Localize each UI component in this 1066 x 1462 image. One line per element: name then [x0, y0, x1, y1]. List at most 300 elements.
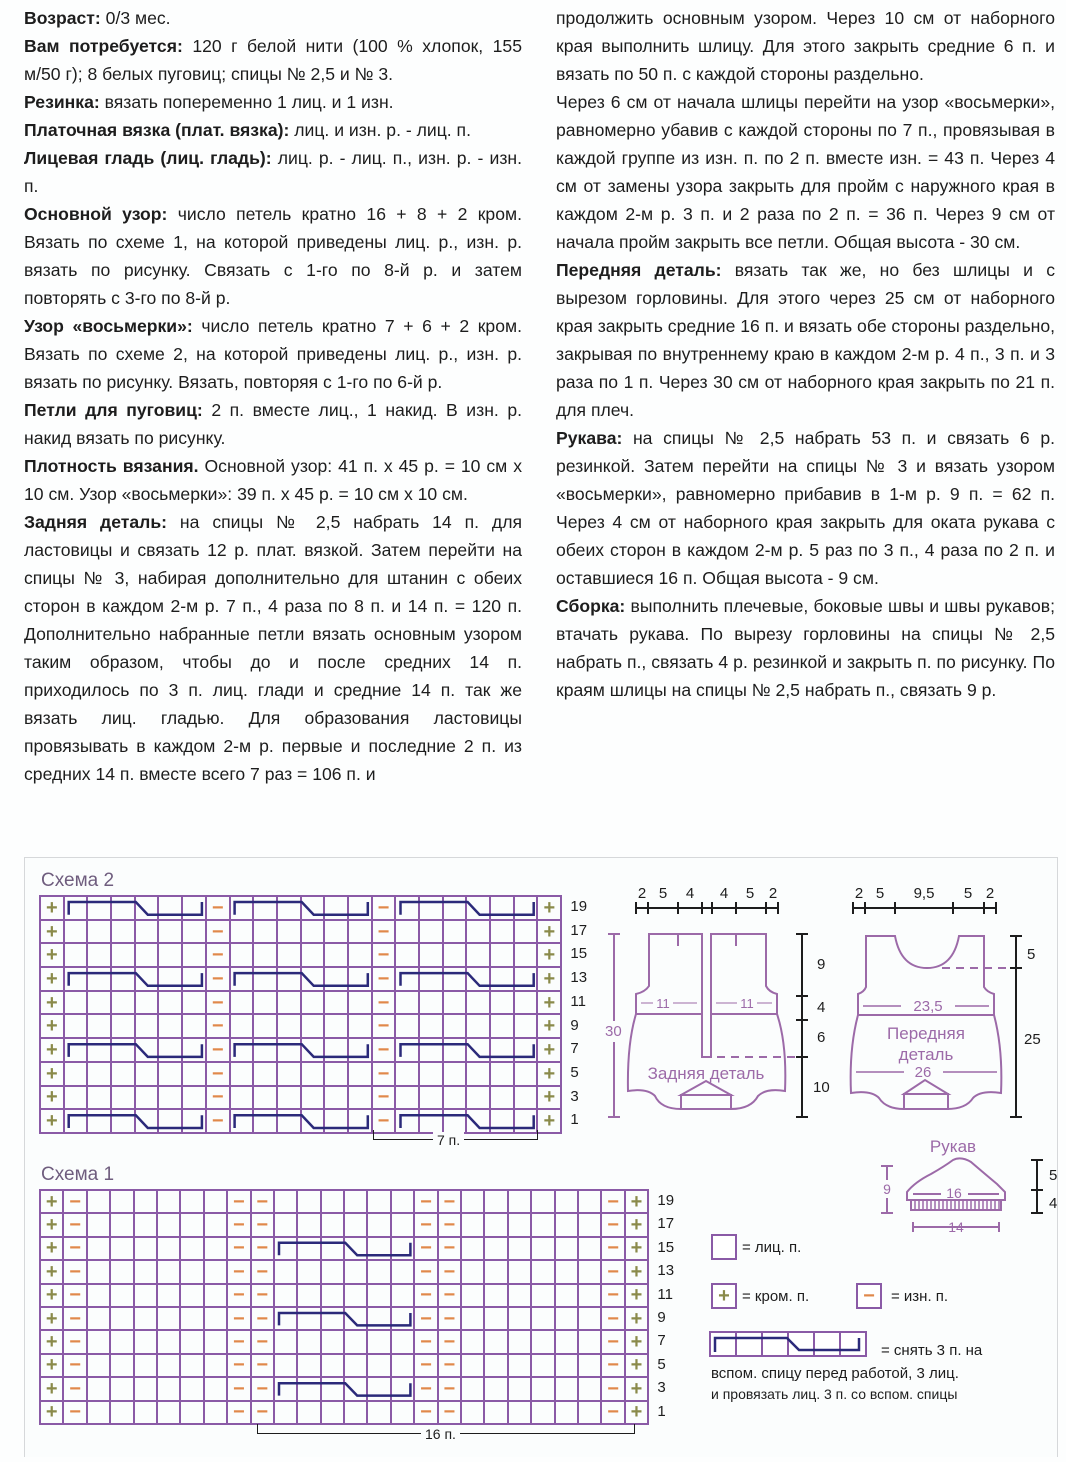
- knit-stitch-cell: [485, 1238, 508, 1261]
- knit-stitch-cell: [491, 1015, 515, 1039]
- knit-stitch-cell: [467, 1039, 491, 1063]
- knit-stitch-cell: [112, 1063, 136, 1087]
- height-dimension-label: 6: [817, 1029, 826, 1046]
- knit-stitch-cell: [579, 1355, 602, 1378]
- knit-stitch-cell: [392, 1378, 415, 1401]
- knit-stitch-cell: [485, 1214, 508, 1237]
- paragraph-text: вязать попеременно 1 лиц. и 1 изн.: [99, 92, 394, 112]
- knit-stitch-cell: [112, 1039, 136, 1063]
- knit-stitch-cell: [532, 1355, 555, 1378]
- purl-stitch-cell: −: [439, 1355, 462, 1378]
- instruction-paragraph: [24, 452, 522, 508]
- knit-stitch-cell: [532, 1214, 555, 1237]
- knit-stitch-cell: [396, 992, 420, 1016]
- purl-stitch-cell: −: [228, 1308, 251, 1331]
- knit-stitch-cell: [88, 1063, 112, 1087]
- knit-stitch-cell: [158, 1261, 181, 1284]
- knit-stitch-cell: [183, 897, 207, 921]
- edge-stitch-cell: +: [41, 944, 65, 968]
- knit-stitch-cell: [275, 1285, 298, 1308]
- knit-stitch-cell: [254, 1110, 278, 1134]
- knit-stitch-cell: [135, 1331, 158, 1354]
- knit-stitch-cell: [420, 992, 444, 1016]
- knit-stitch-cell: [298, 1402, 321, 1425]
- purl-stitch-cell: −: [207, 1063, 231, 1087]
- purl-stitch-cell: −: [252, 1191, 275, 1214]
- knit-stitch-cell: [298, 1191, 321, 1214]
- knit-stitch-cell: [325, 1110, 349, 1134]
- edge-stitch-cell: +: [538, 992, 562, 1016]
- edge-stitch-cell: +: [626, 1191, 649, 1214]
- knit-stitch-cell: [231, 921, 255, 945]
- knit-stitch-cell: [462, 1308, 485, 1331]
- paragraph-text: число петель кратно 7 + 6 + 2 кром. Вязать по схеме 2, на которой приведены лиц. р., изн. р. вязать по рисунку. Вязать, повторяя с 1-го по 6-й р.: [24, 316, 522, 392]
- schema2-title: Схема 2: [41, 870, 115, 891]
- purl-stitch-cell: −: [252, 1214, 275, 1237]
- knit-stitch-cell: [556, 1378, 579, 1401]
- knit-stitch-cell: [254, 944, 278, 968]
- knit-stitch-cell: [462, 1355, 485, 1378]
- knit-stitch-cell: [509, 1402, 532, 1425]
- row-number-label: 1: [570, 1111, 579, 1129]
- edge-stitch-cell: +: [41, 1110, 65, 1134]
- knit-stitch-cell: [112, 1110, 136, 1134]
- knit-stitch-cell: [349, 897, 373, 921]
- row-number-label: 19: [570, 898, 588, 915]
- instruction-paragraph: [24, 200, 522, 312]
- purl-stitch-cell: −: [439, 1261, 462, 1284]
- paragraph-text: на спицы № 2,5 набрать 14 п. для ластовицы и связать 12 р. плат. вязкой. Затем перейти на спицы № 3, набирая дополнительно для штанин с обеих сторон в каждом 2-м р. 7 п., 4 раза по 8 п. и 14 п. = 120 п. Дополнительно набранные петли вязать основным узором таким образом, чтобы до и после средних 14 п. приходилось по 3 п. лиц. глади и средние 14 п. так же вязать лиц. гладью. Для образования ластовицы провязывать в каждом 2-м р. первые и последние 2 п. из средних 14 п. вместе всего 7 раз = 106 п. и: [24, 512, 522, 784]
- knit-stitch-cell: [420, 897, 444, 921]
- purl-stitch-cell: −: [207, 1015, 231, 1039]
- knit-stitch-cell: [509, 1285, 532, 1308]
- row-number-label: 3: [570, 1087, 579, 1105]
- front-piece-title-line2: деталь: [898, 1045, 954, 1064]
- knit-stitch-cell: [135, 1261, 158, 1284]
- knit-stitch-cell: [275, 1378, 298, 1401]
- width-dimension-label: 9,5: [913, 885, 935, 902]
- knit-stitch-cell: [396, 1015, 420, 1039]
- knit-stitch-cell: [485, 1285, 508, 1308]
- knit-stitch-cell: [112, 992, 136, 1016]
- knit-stitch-cell: [579, 1261, 602, 1284]
- knit-stitch-cell: [515, 1063, 539, 1087]
- height-dimension-label: 4: [817, 999, 826, 1016]
- knit-stitch-cell: [136, 1087, 160, 1111]
- knit-stitch-cell: [325, 897, 349, 921]
- knit-stitch-cell: [509, 1214, 532, 1237]
- knit-stitch-cell: [88, 1331, 111, 1354]
- knit-stitch-cell: [368, 1191, 391, 1214]
- purl-stitch-cell: −: [228, 1402, 251, 1425]
- width-dimension-label: 5: [745, 885, 755, 902]
- knit-stitch-cell: [396, 1063, 420, 1087]
- purl-stitch-cell: −: [207, 1087, 231, 1111]
- knit-stitch-cell: [485, 1191, 508, 1214]
- edge-stitch-cell: +: [626, 1285, 649, 1308]
- knit-stitch-cell: [392, 1238, 415, 1261]
- purl-stitch-cell: −: [64, 1378, 87, 1401]
- knit-stitch-cell: [349, 1110, 373, 1134]
- knit-stitch-cell: [509, 1261, 532, 1284]
- paragraph-text: 2 п. вместе лиц., 1 накид. В изн. р. накид вязать по рисунку.: [24, 400, 522, 448]
- purl-stitch-cell: −: [228, 1285, 251, 1308]
- knit-stitch-cell: [491, 1039, 515, 1063]
- legend-knit-label: = лиц. п.: [742, 1239, 802, 1256]
- knit-stitch-cell: [298, 1378, 321, 1401]
- knit-stitch-cell: [420, 944, 444, 968]
- width-dimension-label: 2: [768, 885, 778, 902]
- knit-stitch-cell: [275, 1214, 298, 1237]
- purl-stitch-cell: −: [373, 944, 397, 968]
- instruction-paragraph: [556, 424, 1055, 592]
- knit-stitch-cell: [556, 1214, 579, 1237]
- purl-stitch-cell: −: [64, 1191, 87, 1214]
- legend-purl-symbol: −: [856, 1283, 882, 1309]
- knit-stitch-cell: [278, 1015, 302, 1039]
- knit-stitch-cell: [579, 1191, 602, 1214]
- knit-stitch-cell: [345, 1402, 368, 1425]
- knit-stitch-cell: [205, 1378, 228, 1401]
- edge-stitch-cell: +: [626, 1261, 649, 1284]
- knit-stitch-cell: [181, 1238, 204, 1261]
- knit-stitch-cell: [532, 1191, 555, 1214]
- knit-stitch-cell: [158, 1331, 181, 1354]
- knit-stitch-cell: [556, 1238, 579, 1261]
- row-number-label: 9: [657, 1309, 666, 1326]
- knit-stitch-cell: [88, 897, 112, 921]
- purl-stitch-cell: −: [373, 897, 397, 921]
- knit-stitch-cell: [392, 1355, 415, 1378]
- knit-stitch-cell: [420, 1063, 444, 1087]
- knit-stitch-cell: [491, 921, 515, 945]
- instruction-paragraph: [556, 4, 1055, 88]
- knit-stitch-cell: [325, 1087, 349, 1111]
- knit-stitch-cell: [556, 1191, 579, 1214]
- knit-stitch-cell: [467, 897, 491, 921]
- knit-stitch-cell: [254, 921, 278, 945]
- knit-stitch-cell: [88, 1110, 112, 1134]
- knit-stitch-cell: [231, 1015, 255, 1039]
- purl-stitch-cell: −: [439, 1308, 462, 1331]
- purl-stitch-cell: −: [252, 1331, 275, 1354]
- purl-stitch-cell: −: [228, 1191, 251, 1214]
- knit-stitch-cell: [467, 1015, 491, 1039]
- knit-stitch-cell: [158, 1285, 181, 1308]
- knit-stitch-cell: [325, 921, 349, 945]
- instruction-paragraph: [24, 4, 522, 32]
- knit-stitch-cell: [158, 1214, 181, 1237]
- edge-stitch-cell: +: [538, 1110, 562, 1134]
- purl-stitch-cell: −: [602, 1331, 625, 1354]
- purl-stitch-cell: −: [64, 1331, 87, 1354]
- knit-stitch-cell: [136, 992, 160, 1016]
- knit-stitch-cell: [322, 1331, 345, 1354]
- knit-stitch-cell: [420, 921, 444, 945]
- knit-stitch-cell: [325, 992, 349, 1016]
- knit-stitch-cell: [298, 1308, 321, 1331]
- knit-stitch-cell: [136, 1039, 160, 1063]
- sleeve-total-height: 9: [883, 1181, 891, 1197]
- back-half-width-left: 11: [656, 996, 670, 1011]
- purl-stitch-cell: −: [228, 1331, 251, 1354]
- knit-stitch-cell: [88, 1238, 111, 1261]
- knit-stitch-cell: [462, 1402, 485, 1425]
- knit-stitch-cell: [491, 1063, 515, 1087]
- knit-stitch-cell: [467, 921, 491, 945]
- purl-stitch-cell: −: [415, 1238, 438, 1261]
- knit-stitch-cell: [579, 1238, 602, 1261]
- knit-stitch-cell: [467, 1087, 491, 1111]
- legend-cable-line2: вспом. спицу перед работой, 3 лиц.: [711, 1365, 959, 1382]
- knit-stitch-cell: [368, 1378, 391, 1401]
- purl-stitch-cell: −: [64, 1355, 87, 1378]
- knit-stitch-cell: [65, 992, 89, 1016]
- purl-stitch-cell: −: [64, 1402, 87, 1425]
- purl-stitch-cell: −: [373, 1039, 397, 1063]
- knit-stitch-cell: [65, 1063, 89, 1087]
- knit-stitch-cell: [345, 1378, 368, 1401]
- knit-stitch-cell: [88, 1285, 111, 1308]
- knit-stitch-cell: [532, 1331, 555, 1354]
- purl-stitch-cell: −: [602, 1191, 625, 1214]
- knit-stitch-cell: [392, 1331, 415, 1354]
- knit-stitch-cell: [136, 968, 160, 992]
- knit-stitch-cell: [491, 968, 515, 992]
- paragraph-text: Через 6 см от начала шлицы перейти на узор «восьмерки», равномерно убавив с каждой стороны по 7 п., провязывая в каждой группе из изн. п. по 2 п. вместе изн. = 43 п. Через 4 см от замены узора закрыть для пройм с наружного края в каждом 2-м р. 3 п. и 2 раза по 2 п. = 36 п. Через 9 см от начала пройм закрыть все петли. Общая высота - 30 см.: [556, 92, 1055, 252]
- knit-stitch-cell: [485, 1308, 508, 1331]
- knit-stitch-cell: [509, 1355, 532, 1378]
- edge-stitch-cell: +: [41, 1402, 64, 1425]
- knit-stitch-cell: [322, 1261, 345, 1284]
- knit-stitch-cell: [205, 1308, 228, 1331]
- purl-stitch-cell: −: [207, 1039, 231, 1063]
- legend-edge-symbol: +: [711, 1283, 737, 1309]
- instruction-paragraph: [24, 88, 522, 116]
- knit-stitch-cell: [135, 1191, 158, 1214]
- knit-stitch-cell: [515, 992, 539, 1016]
- knit-stitch-cell: [420, 1087, 444, 1111]
- knit-stitch-cell: [158, 1191, 181, 1214]
- edge-stitch-cell: +: [41, 1308, 64, 1331]
- knit-stitch-cell: [205, 1355, 228, 1378]
- width-dimension-label: 4: [685, 885, 695, 902]
- back-half-width-right: 11: [740, 996, 754, 1011]
- knit-stitch-cell: [485, 1378, 508, 1401]
- knit-stitch-cell: [509, 1238, 532, 1261]
- knit-stitch-cell: [532, 1238, 555, 1261]
- purl-stitch-cell: −: [64, 1261, 87, 1284]
- knit-stitch-cell: [368, 1402, 391, 1425]
- purl-stitch-cell: −: [602, 1355, 625, 1378]
- purl-stitch-cell: −: [373, 1087, 397, 1111]
- edge-stitch-cell: +: [41, 1063, 65, 1087]
- paragraph-heading: Основной узор:: [24, 204, 168, 224]
- edge-stitch-cell: +: [41, 1087, 65, 1111]
- knit-stitch-cell: [181, 1402, 204, 1425]
- knit-stitch-cell: [183, 1015, 207, 1039]
- knit-stitch-cell: [135, 1285, 158, 1308]
- purl-stitch-cell: −: [602, 1261, 625, 1284]
- knit-stitch-cell: [345, 1355, 368, 1378]
- instruction-paragraph: [556, 256, 1055, 424]
- purl-stitch-cell: −: [252, 1285, 275, 1308]
- purl-stitch-cell: −: [228, 1238, 251, 1261]
- edge-stitch-cell: +: [626, 1355, 649, 1378]
- legend-cable-line1: = снять 3 п. на: [881, 1342, 983, 1359]
- knit-stitch-cell: [278, 968, 302, 992]
- row-number-label: 15: [570, 945, 588, 963]
- knit-stitch-cell: [111, 1331, 134, 1354]
- knit-stitch-cell: [254, 897, 278, 921]
- legend-edge-label: = кром. п.: [742, 1288, 810, 1305]
- width-dimension-label: 2: [637, 885, 647, 902]
- knit-stitch-cell: [278, 1087, 302, 1111]
- knit-stitch-cell: [392, 1285, 415, 1308]
- purl-stitch-cell: −: [373, 921, 397, 945]
- purl-stitch-cell: −: [207, 968, 231, 992]
- knit-stitch-cell: [181, 1308, 204, 1331]
- edge-stitch-cell: +: [538, 968, 562, 992]
- knit-stitch-cell: [65, 968, 89, 992]
- paragraph-text: 0/3 мес.: [100, 8, 171, 28]
- purl-stitch-cell: −: [415, 1402, 438, 1425]
- width-dimension-label: 5: [658, 885, 668, 902]
- knit-stitch-cell: [135, 1214, 158, 1237]
- knit-stitch-cell: [349, 1063, 373, 1087]
- knit-stitch-cell: [136, 897, 160, 921]
- knit-stitch-cell: [205, 1238, 228, 1261]
- knit-stitch-cell: [298, 1214, 321, 1237]
- knit-stitch-cell: [136, 1063, 160, 1087]
- knit-stitch-cell: [396, 1039, 420, 1063]
- knit-stitch-cell: [183, 968, 207, 992]
- knit-stitch-cell: [485, 1402, 508, 1425]
- knit-stitch-cell: [532, 1378, 555, 1401]
- knit-stitch-cell: [302, 992, 326, 1016]
- knit-stitch-cell: [579, 1214, 602, 1237]
- width-dimension-label: 5: [963, 885, 973, 902]
- knit-stitch-cell: [88, 944, 112, 968]
- knit-stitch-cell: [515, 897, 539, 921]
- knit-stitch-cell: [420, 1015, 444, 1039]
- paragraph-heading: Передняя деталь:: [556, 260, 722, 280]
- knit-stitch-cell: [325, 1063, 349, 1087]
- knit-stitch-cell: [396, 897, 420, 921]
- knit-stitch-cell: [462, 1285, 485, 1308]
- paragraph-heading: Петли для пуговиц:: [24, 400, 203, 420]
- knit-stitch-cell: [368, 1285, 391, 1308]
- knit-stitch-cell: [345, 1285, 368, 1308]
- knit-stitch-cell: [183, 944, 207, 968]
- legend-cable-line3: и провязать лиц. 3 п. со вспом. спицы: [711, 1386, 958, 1402]
- knit-stitch-cell: [515, 1039, 539, 1063]
- purl-stitch-cell: −: [439, 1378, 462, 1401]
- knit-stitch-cell: [322, 1378, 345, 1401]
- knit-stitch-cell: [322, 1355, 345, 1378]
- row-number-label: 5: [657, 1355, 666, 1373]
- knit-stitch-cell: [158, 1402, 181, 1425]
- knit-stitch-cell: [396, 921, 420, 945]
- purl-stitch-cell: −: [252, 1355, 275, 1378]
- purl-stitch-cell: −: [415, 1378, 438, 1401]
- knit-stitch-cell: [159, 968, 183, 992]
- knit-stitch-cell: [368, 1261, 391, 1284]
- knit-stitch-cell: [467, 1063, 491, 1087]
- knit-stitch-cell: [349, 921, 373, 945]
- purl-stitch-cell: −: [373, 1110, 397, 1134]
- edge-stitch-cell: +: [538, 1063, 562, 1087]
- purl-stitch-cell: −: [415, 1308, 438, 1331]
- knit-stitch-cell: [515, 944, 539, 968]
- knit-stitch-cell: [136, 1015, 160, 1039]
- knit-stitch-cell: [205, 1331, 228, 1354]
- width-dimension-label: 5: [875, 885, 885, 902]
- knit-stitch-cell: [88, 1214, 111, 1237]
- knit-stitch-cell: [112, 944, 136, 968]
- knit-stitch-cell: [491, 944, 515, 968]
- edge-stitch-cell: +: [41, 1191, 64, 1214]
- knit-stitch-cell: [462, 1214, 485, 1237]
- knit-stitch-cell: [205, 1285, 228, 1308]
- purl-stitch-cell: −: [415, 1214, 438, 1237]
- edge-stitch-cell: +: [41, 1238, 64, 1261]
- knit-stitch-cell: [368, 1355, 391, 1378]
- knit-stitch-cell: [322, 1191, 345, 1214]
- knit-stitch-cell: [345, 1331, 368, 1354]
- edge-stitch-cell: +: [538, 897, 562, 921]
- knit-stitch-cell: [532, 1285, 555, 1308]
- knit-stitch-cell: [345, 1261, 368, 1284]
- schema2-repeat-label: 7 п.: [433, 1132, 464, 1148]
- knit-stitch-cell: [396, 1087, 420, 1111]
- knit-stitch-cell: [275, 1261, 298, 1284]
- front-piece-schematic: [831, 884, 1061, 1124]
- edge-stitch-cell: +: [41, 1214, 64, 1237]
- knit-stitch-cell: [509, 1331, 532, 1354]
- purl-stitch-cell: −: [439, 1191, 462, 1214]
- edge-stitch-cell: +: [41, 1285, 64, 1308]
- purl-stitch-cell: −: [439, 1238, 462, 1261]
- height-dimension-label: 10: [813, 1079, 830, 1096]
- paragraph-heading: Узор «восьмерки»:: [24, 316, 193, 336]
- knit-stitch-cell: [65, 944, 89, 968]
- schema2-grid: [39, 895, 562, 1134]
- knit-stitch-cell: [368, 1238, 391, 1261]
- edge-stitch-cell: +: [626, 1402, 649, 1425]
- knit-stitch-cell: [159, 921, 183, 945]
- knit-stitch-cell: [231, 1087, 255, 1111]
- knit-stitch-cell: [88, 1261, 111, 1284]
- knit-stitch-cell: [322, 1214, 345, 1237]
- knit-stitch-cell: [368, 1214, 391, 1237]
- knit-stitch-cell: [278, 897, 302, 921]
- knit-stitch-cell: [491, 1087, 515, 1111]
- knit-stitch-cell: [515, 1015, 539, 1039]
- row-number-label: 7: [570, 1040, 579, 1058]
- purl-stitch-cell: −: [228, 1214, 251, 1237]
- knit-stitch-cell: [532, 1402, 555, 1425]
- knit-stitch-cell: [444, 921, 468, 945]
- knit-stitch-cell: [278, 1110, 302, 1134]
- purl-stitch-cell: −: [373, 992, 397, 1016]
- knit-stitch-cell: [322, 1308, 345, 1331]
- knit-stitch-cell: [135, 1238, 158, 1261]
- knit-stitch-cell: [302, 1063, 326, 1087]
- paragraph-heading: Рукава:: [556, 428, 623, 448]
- paragraph-heading: Вам потребуется:: [24, 36, 183, 56]
- knit-stitch-cell: [111, 1308, 134, 1331]
